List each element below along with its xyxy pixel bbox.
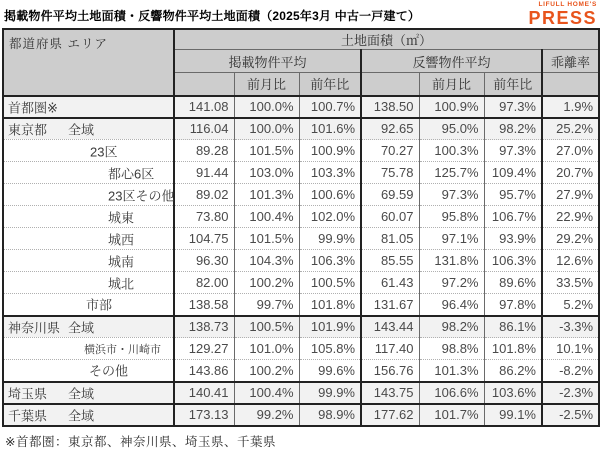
table-row (3, 316, 599, 338)
listed-yoy-cell: 100.6% (299, 184, 361, 206)
listed-yoy-cell: 99.9% (299, 228, 361, 250)
response-mom-cell: 125.7% (419, 162, 484, 184)
area-label: 市部 (86, 297, 113, 313)
listed-mom-cell: 100.4% (234, 206, 299, 228)
prefecture-label: 埼玉県 (8, 386, 48, 401)
divergence-rate-cell: 10.1% (542, 338, 599, 360)
area-label: 全域 (68, 408, 95, 423)
listed-yoy-cell: 102.0% (299, 206, 361, 228)
response-avg-value-cell: 143.44 (361, 316, 419, 338)
table-row (3, 360, 599, 382)
response-mom-cell: 106.6% (419, 382, 484, 404)
col-header-response-yoy: 前年比 (484, 73, 542, 96)
prefecture-label: 千葉県 (8, 408, 48, 423)
table-row (3, 228, 599, 250)
listed-avg-value-cell: 138.58 (174, 294, 234, 316)
row-label-cell (3, 338, 174, 360)
row-label-cell (3, 250, 174, 272)
response-mom-cell: 97.2% (419, 272, 484, 294)
listed-yoy-cell: 101.9% (299, 316, 361, 338)
listed-yoy-cell: 99.9% (299, 382, 361, 404)
listed-mom-cell: 100.2% (234, 272, 299, 294)
response-mom-cell: 101.7% (419, 404, 484, 426)
listed-mom-cell: 100.0% (234, 118, 299, 140)
listed-yoy-cell: 105.8% (299, 338, 361, 360)
response-yoy-cell: 89.6% (484, 272, 542, 294)
response-mom-cell: 101.3% (419, 360, 484, 382)
row-label-cell (3, 140, 174, 162)
response-avg-value-cell: 60.07 (361, 206, 419, 228)
listed-mom-cell: 99.2% (234, 404, 299, 426)
table-row (3, 140, 599, 162)
listed-mom-cell: 101.3% (234, 184, 299, 206)
listed-mom-cell: 100.4% (234, 382, 299, 404)
divergence-rate-cell: -2.3% (542, 382, 599, 404)
response-yoy-cell: 97.8% (484, 294, 542, 316)
divergence-rate-cell: 1.9% (542, 96, 599, 118)
area-label: 城西 (108, 232, 135, 247)
listed-mom-cell: 104.3% (234, 250, 299, 272)
response-yoy-cell: 97.3% (484, 96, 542, 118)
row-label-cell (3, 228, 174, 250)
divergence-rate-cell: -3.3% (542, 316, 599, 338)
listed-avg-value-cell: 143.86 (174, 360, 234, 382)
response-yoy-cell: 97.3% (484, 140, 542, 162)
response-avg-value-cell: 70.27 (361, 140, 419, 162)
area-label: 23区その他 (108, 188, 175, 203)
land-area-table (2, 28, 600, 427)
area-label: 城東 (108, 210, 135, 225)
table-row (3, 206, 599, 228)
listed-avg-value-cell: 140.41 (174, 382, 234, 404)
response-avg-value-cell: 117.40 (361, 338, 419, 360)
response-avg-value-cell: 61.43 (361, 272, 419, 294)
table-row (3, 272, 599, 294)
area-label: 城北 (108, 276, 135, 291)
listed-avg-value-cell: 91.44 (174, 162, 234, 184)
response-mom-cell: 97.1% (419, 228, 484, 250)
response-yoy-cell: 106.3% (484, 250, 542, 272)
listed-yoy-cell: 101.8% (299, 294, 361, 316)
response-avg-value-cell: 85.55 (361, 250, 419, 272)
listed-yoy-cell: 103.3% (299, 162, 361, 184)
response-yoy-cell: 103.6% (484, 382, 542, 404)
page-title: 掲載物件平均土地面積・反響物件平均土地面積（2025年3月 中古一戸建て） (4, 9, 421, 23)
logo-main-text: PRESS (528, 7, 597, 28)
response-avg-value-cell: 131.67 (361, 294, 419, 316)
response-mom-cell: 131.8% (419, 250, 484, 272)
divergence-rate-cell: 22.9% (542, 206, 599, 228)
listed-mom-cell: 100.5% (234, 316, 299, 338)
response-mom-cell: 98.2% (419, 316, 484, 338)
row-label-cell (3, 184, 174, 206)
area-label: 23区 (90, 144, 118, 159)
listed-avg-value-cell: 73.80 (174, 206, 234, 228)
area-label: 都心6区 (108, 166, 155, 181)
listed-yoy-cell: 98.9% (299, 404, 361, 426)
response-yoy-cell: 98.2% (484, 118, 542, 140)
row-label-cell (3, 96, 174, 118)
row-label-cell (3, 118, 174, 140)
listed-avg-value-cell: 104.75 (174, 228, 234, 250)
divergence-rate-cell: 20.7% (542, 162, 599, 184)
col-header-response-mom: 前月比 (419, 73, 484, 96)
table-row (3, 382, 599, 404)
divergence-rate-cell: 5.2% (542, 294, 599, 316)
divergence-rate-cell: 29.2% (542, 228, 599, 250)
listed-avg-value-cell: 116.04 (174, 118, 234, 140)
row-label-cell (3, 162, 174, 184)
response-yoy-cell: 101.8% (484, 338, 542, 360)
listed-mom-cell: 100.2% (234, 360, 299, 382)
listed-mom-cell: 103.0% (234, 162, 299, 184)
listed-avg-value-cell: 129.27 (174, 338, 234, 360)
divergence-rate-cell: -8.2% (542, 360, 599, 382)
logo-top-text: LIFULL HOME'S (538, 1, 597, 8)
listed-yoy-cell: 100.7% (299, 96, 361, 118)
row-label-cell (3, 294, 174, 316)
row-label-cell (3, 360, 174, 382)
response-yoy-cell: 95.7% (484, 184, 542, 206)
header-row-1 (3, 29, 599, 50)
response-avg-value-cell: 138.50 (361, 96, 419, 118)
col-header-listed-avg: 掲載物件平均 (174, 50, 361, 73)
response-mom-cell: 98.8% (419, 338, 484, 360)
listed-avg-value-cell: 173.13 (174, 404, 234, 426)
response-avg-value-cell: 75.78 (361, 162, 419, 184)
area-label: 城南 (108, 254, 135, 269)
listed-mom-cell: 100.0% (234, 96, 299, 118)
area-label: その他 (89, 363, 129, 379)
row-label-cell (3, 382, 174, 404)
col-header-response-avg: 反響物件平均 (361, 50, 542, 73)
table-row (3, 162, 599, 184)
footnote: ※首都圏：東京都、神奈川県、埼玉県、千葉県 (5, 435, 276, 449)
listed-mom-cell: 101.5% (234, 228, 299, 250)
listed-avg-value-cell: 82.00 (174, 272, 234, 294)
response-yoy-cell: 106.7% (484, 206, 542, 228)
response-mom-cell: 95.8% (419, 206, 484, 228)
listed-yoy-cell: 100.5% (299, 272, 361, 294)
response-mom-cell: 100.3% (419, 140, 484, 162)
table-row (3, 294, 599, 316)
area-label: 全域 (68, 386, 95, 401)
listed-yoy-cell: 106.3% (299, 250, 361, 272)
col-header-response-value-blank (361, 73, 419, 96)
col-header-listed-mom: 前月比 (234, 73, 299, 96)
table-row (3, 184, 599, 206)
table-row (3, 118, 599, 140)
response-avg-value-cell: 81.05 (361, 228, 419, 250)
table-body (3, 96, 599, 426)
response-mom-cell: 95.0% (419, 118, 484, 140)
prefecture-label: 東京都 (8, 122, 48, 138)
col-header-land-area: 土地面積（㎡） (174, 29, 599, 50)
listed-avg-value-cell: 96.30 (174, 250, 234, 272)
response-yoy-cell: 86.2% (484, 360, 542, 382)
response-avg-value-cell: 156.76 (361, 360, 419, 382)
table-header (3, 29, 599, 96)
listed-mom-cell: 99.7% (234, 294, 299, 316)
table-row (3, 250, 599, 272)
prefecture-label: 首都圏※ (8, 100, 58, 115)
response-avg-value-cell: 92.65 (361, 118, 419, 140)
row-label-cell (3, 316, 174, 338)
table-row (3, 96, 599, 118)
divergence-rate-cell: 27.0% (542, 140, 599, 162)
divergence-rate-cell: 25.2% (542, 118, 599, 140)
response-mom-cell: 100.9% (419, 96, 484, 118)
listed-yoy-cell: 99.6% (299, 360, 361, 382)
listed-avg-value-cell: 138.73 (174, 316, 234, 338)
area-label: 全域 (68, 320, 95, 336)
col-header-prefecture-area: 都道府県 エリア (3, 29, 174, 96)
response-yoy-cell: 93.9% (484, 228, 542, 250)
response-mom-cell: 96.4% (419, 294, 484, 316)
divergence-rate-cell: 12.6% (542, 250, 599, 272)
listed-avg-value-cell: 89.02 (174, 184, 234, 206)
listed-avg-value-cell: 141.08 (174, 96, 234, 118)
listed-mom-cell: 101.0% (234, 338, 299, 360)
listed-yoy-cell: 101.6% (299, 118, 361, 140)
listed-avg-value-cell: 89.28 (174, 140, 234, 162)
table-row (3, 404, 599, 426)
response-mom-cell: 97.3% (419, 184, 484, 206)
response-avg-value-cell: 69.59 (361, 184, 419, 206)
area-label: 全域 (68, 122, 95, 138)
listed-yoy-cell: 100.9% (299, 140, 361, 162)
response-yoy-cell: 99.1% (484, 404, 542, 426)
response-avg-value-cell: 143.75 (361, 382, 419, 404)
col-header-listed-yoy: 前年比 (299, 73, 361, 96)
response-yoy-cell: 109.4% (484, 162, 542, 184)
lifull-homes-press-logo (528, 2, 597, 27)
col-header-divergence-blank (542, 73, 599, 96)
table-row (3, 338, 599, 360)
area-label: 横浜市・川崎市 (84, 343, 161, 356)
divergence-rate-cell: 33.5% (542, 272, 599, 294)
row-label-cell (3, 272, 174, 294)
row-label-cell (3, 404, 174, 426)
col-header-divergence-rate: 乖離率 (542, 50, 599, 73)
listed-mom-cell: 101.5% (234, 140, 299, 162)
divergence-rate-cell: 27.9% (542, 184, 599, 206)
prefecture-label: 神奈川県 (8, 320, 61, 336)
response-yoy-cell: 86.1% (484, 316, 542, 338)
col-header-listed-value-blank (174, 73, 234, 96)
response-avg-value-cell: 177.62 (361, 404, 419, 426)
row-label-cell (3, 206, 174, 228)
divergence-rate-cell: -2.5% (542, 404, 599, 426)
